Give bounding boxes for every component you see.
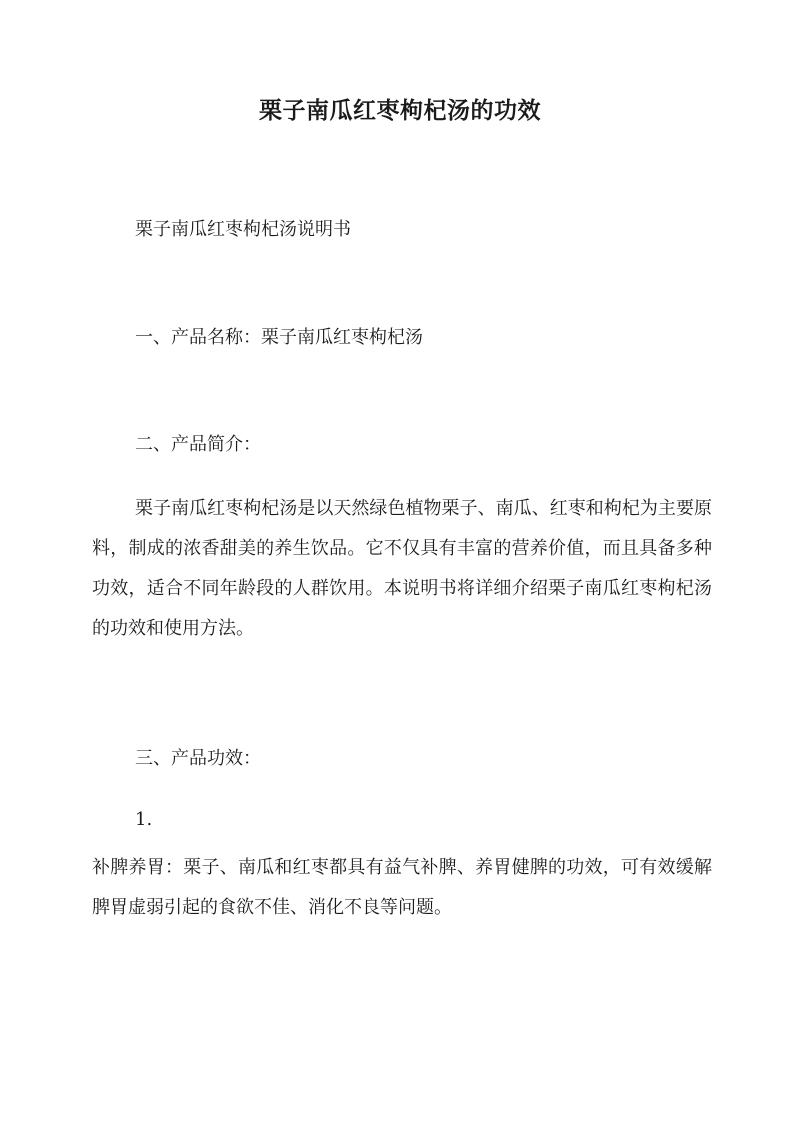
- section-heading-product-name: 一、产品名称：栗子南瓜红枣枸杞汤: [135, 327, 423, 348]
- section-heading-introduction: 二、产品简介：: [135, 434, 261, 455]
- document-title: 栗子南瓜红枣枸杞汤的功效: [259, 97, 541, 124]
- document-subtitle: 栗子南瓜红枣枸杞汤说明书: [135, 219, 351, 240]
- list-item-number: 1.: [135, 809, 153, 830]
- list-item-text: 补脾养胃：栗子、南瓜和红枣都具有益气补脾、养胃健脾的功效，可有效缓解脾胃虚弱引起的食欲不佳、消化不良等问题。: [92, 857, 712, 918]
- introduction-paragraph: 栗子南瓜红枣枸杞汤是以天然绿色植物栗子、南瓜、红枣和枸杞为主要原料，制成的浓香甜美的养生饮品。它不仅具有丰富的营养价值，而且具备多种功效，适合不同年龄段的人群饮用。本说明书将详细介绍栗子南瓜红枣枸杞汤的功效和使用方法。: [92, 498, 712, 639]
- section-heading-effects: 三、产品功效：: [135, 748, 261, 769]
